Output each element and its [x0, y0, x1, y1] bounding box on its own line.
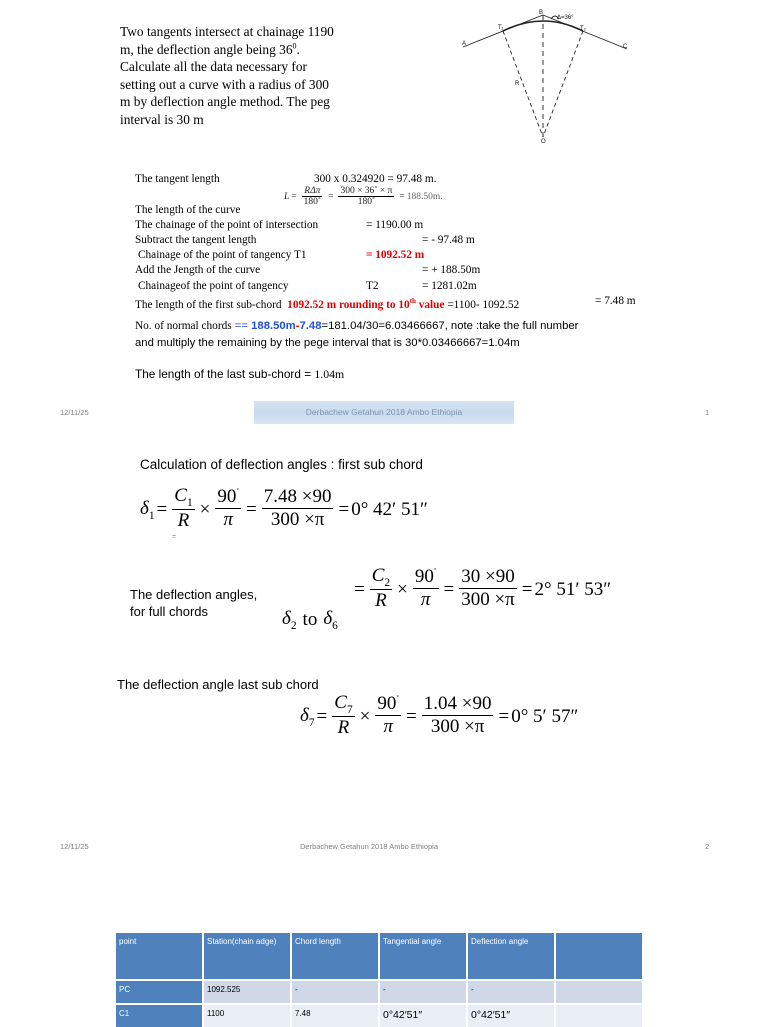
last-subchord-row: The length of the last sub-chord = 1.04m: [135, 367, 345, 381]
label-b: B: [539, 10, 544, 16]
subtract-tangent-label: Subtract the tangent length: [135, 234, 257, 246]
table-header-row: [116, 933, 643, 980]
cell-station: 1092.525: [203, 980, 291, 1004]
label-c: C: [623, 44, 628, 50]
cell-point: PC: [116, 980, 203, 1004]
intro-line-3: Calculate all the data necessary for: [120, 59, 308, 75]
first-subchord-title: Calculation of deflection angles : first sub chord: [140, 457, 423, 472]
radius-line-2: [543, 31, 583, 137]
cell-chord: -: [291, 980, 379, 1004]
t2-chainage-value: = 1281.02m: [422, 280, 477, 292]
add-curve-label: Add the Jength of the curve: [135, 264, 261, 276]
t2-chainage-label: Chainageof the point of tangency: [138, 280, 289, 292]
full-chords-label: The deflection angles, for full chords: [130, 587, 258, 619]
radius-line-1: [503, 31, 543, 137]
first-subchord-row: The length of the first sub-chord 1092.52 m rounding to 10th value =1100- 1092.52: [135, 297, 520, 311]
header-tangential-angle: Tangential angle: [379, 933, 467, 980]
intro-line-1: Two tangents intersect at chainage 1190: [120, 24, 334, 39]
intro-line-2: m, the deflection angle being $36^0$.: [120, 41, 300, 57]
intro-line-6: interval is 30 m: [120, 111, 204, 127]
normal-chords-block: [135, 318, 655, 352]
normal-chords-line2: and multiply the remaining by the pege interval that is 30*0.03466667=1.04m: [135, 337, 520, 349]
t1-chainage-label: Chainage of the point of tangency T1: [138, 249, 307, 261]
first-subchord-value: = 7.48 m: [595, 295, 636, 307]
table-row: [116, 980, 643, 1004]
label-t1: T₁: [498, 25, 504, 31]
footer-date-1: 12/11/25: [60, 408, 89, 417]
header-station: Station(chain adge): [203, 933, 291, 980]
tangent-length-value: 300 x 0.324920 = 97.48 m.: [314, 173, 437, 185]
footer-page-2: 2: [705, 842, 710, 851]
equation-full-chords: $\delta_2$ to $\delta_6$: [282, 608, 338, 632]
header-chord-length: Chord length: [291, 933, 379, 980]
cell-tangential: -: [379, 980, 467, 1004]
cell-deflection: -: [467, 980, 555, 1004]
cell-station: 1100: [203, 1004, 291, 1027]
small-equals-mark: =: [172, 533, 176, 541]
label-a: A: [462, 41, 467, 47]
cell-point: C1: [116, 1004, 203, 1027]
pi-chainage-label: The chainage of the point of intersection: [135, 219, 319, 231]
cell-tangential: 0°42′51″: [379, 1004, 467, 1027]
setting-out-table: [116, 933, 644, 1027]
footer-banner-1: Derbachew Getahun 2018 Ambo Ethiopia: [254, 401, 514, 424]
subtract-tangent-value: = - 97.48 m: [422, 234, 475, 246]
intro-line-4: setting out a curve with a radius of 300: [120, 76, 329, 92]
cell-deflection: 0°42′51″: [467, 1004, 555, 1027]
last-subchord-title: The deflection angle last sub chord: [117, 677, 319, 692]
tangent-line-bc: [543, 15, 627, 49]
footer-banner-2: Derbachew Getahun 2018 Ambo Ethiopia: [300, 842, 439, 851]
problem-statement: [120, 23, 365, 129]
label-t2: T₂: [580, 26, 586, 32]
normal-chords-line1: No. of normal chords == 188.50m-7.48=181.04/30=6.03466667, note :take the full number: [135, 320, 579, 332]
curve-length-formula: L = $\frac{\text{RΔπ}}{180˚}$ = $\frac{300 \times 36˚ \times \pi}{180˚}$ = 188.50m.: [284, 186, 443, 208]
footer-date-2: 12/11/25: [60, 842, 89, 851]
t1-chainage-value: = 1092.52 m: [366, 249, 425, 261]
label-o: O: [541, 139, 546, 145]
label-r: R: [515, 81, 520, 87]
pi-chainage-value: = 1190.00 m: [366, 219, 424, 231]
label-delta: Δ=36°: [557, 15, 574, 21]
t2-chainage-mid: T2: [366, 280, 379, 292]
equation-last-subchord: $\delta_7$ = $\frac{C_7}{R}$ × $\frac{90^˚}{\pi}$ = $\frac{1.04 \times 90}{300 \times\pi}$ = 0° 5ʹ 57ʺ: [300, 692, 578, 739]
cell-chord: 7.48: [291, 1004, 379, 1027]
curve-diagram: [455, 5, 640, 145]
header-extra: [555, 933, 643, 980]
add-curve-value: = + 188.50m: [422, 264, 481, 276]
tangent-length-label: The tangent length: [135, 173, 220, 185]
footer-page-1: 1: [705, 408, 710, 417]
intro-line-5: m by deflection angle method. The peg: [120, 94, 330, 110]
curve-length-label: The length of the curve: [135, 204, 241, 216]
header-deflection-angle: Deflection angle: [467, 933, 555, 980]
equation-first-subchord: $\delta_1$ = $\frac{C_1}{R}$ × $\frac{90^˚}{\pi}$ = $\frac{7.48 \times 90}{300 \times\pi}$ = 0° 42ʹ 51ʺ: [140, 485, 427, 532]
equation-full-chords-rhs: = $\frac{C_2}{R}$ × $\frac{90^˚}{\pi}$ = $\frac{30 \times 90}{300 \times\pi}$ = 2° 51ʹ 53ʺ: [354, 565, 611, 612]
cell-extra: [555, 980, 643, 1004]
header-point: point: [116, 933, 203, 980]
